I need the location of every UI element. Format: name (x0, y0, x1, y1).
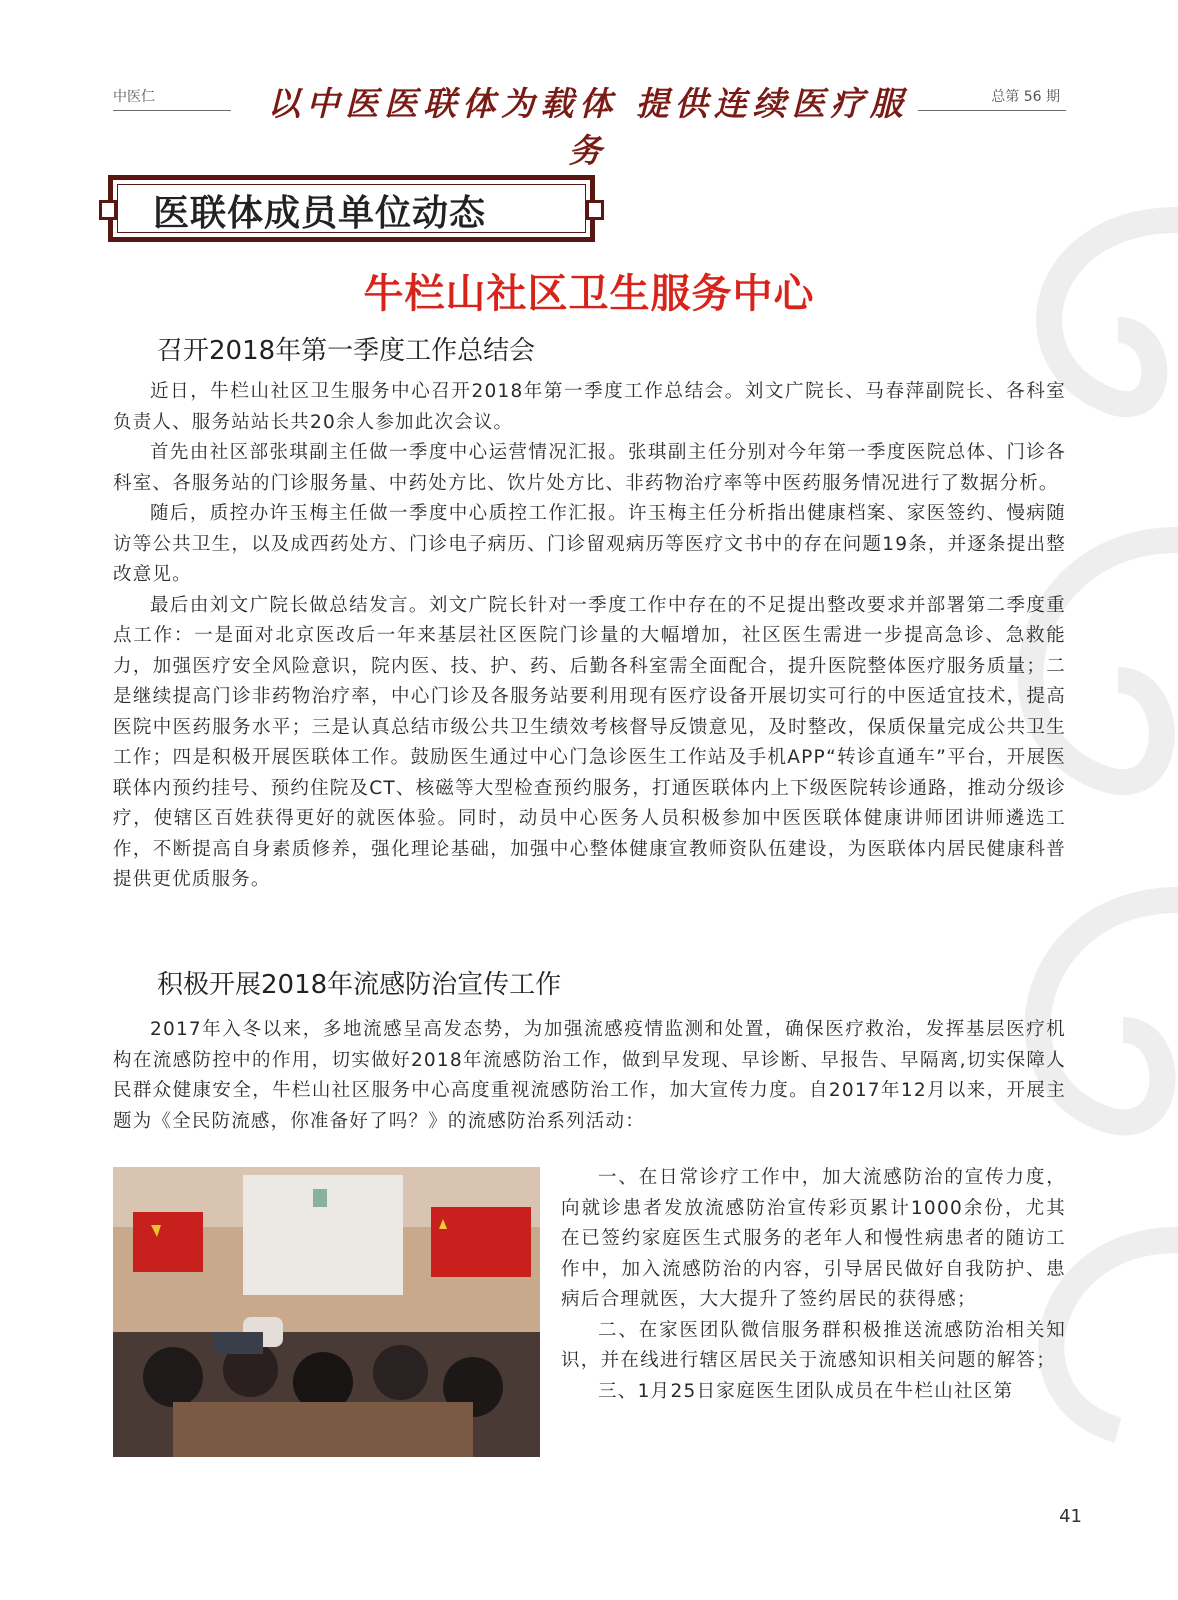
article1-paragraph: 首先由社区部张琪副主任做一季度中心运营情况汇报。张琪副主任分别对今年第一季度医院总体、门诊各科室、各服务站的门诊服务量、中药处方比、饮片处方比、非药物治疗率等中医药服务情况进行了数据分析。 (113, 442, 1066, 494)
section-banner (108, 175, 595, 242)
article1-paragraph: 最后由刘文广院长做总结发言。刘文广院长针对一季度工作中存在的不足提出整改要求并部署第二季度重点工作：一是面对北京医改后一年来基层社区医院门诊量的大幅增加，社区医生需进一步提高急诊、急救能力，加强医疗安全风险意识，院内医、技、护、药、后勤各科室需全面配合，提升医院整体医疗服务质量；二是继续提高门诊非药物治疗率，中心门诊及各服务站要利用现有医疗设备开展切实可行的中医适宜技术，提高医院中医药服务水平；三是认真总结市级公共卫生绩效考核督导反馈意见，及时整改，保质保量完成公共卫生工作；四是积极开展医联体工作。鼓励医生通过中心门急诊医生工作站及手机APP“转诊直通车”平台，开展医联体内预约挂号、预约住院及CT、核磁等大型检查预约服务，打通医联体内上下级医院转诊通路，推动分级诊疗，使辖区百姓获得更好的就医体验。同时，动员中心医务人员积极参加中医医联体健康讲师团讲师遴选工作，不断提高自身素质修养，强化理论基础，加强中心整体健康宣教师资队伍建设，为医联体内居民健康科普提供更优质服务。 (113, 594, 1066, 890)
article1-paragraph: 随后，质控办许玉梅主任做一季度中心质控工作汇报。许玉梅主任分析指出健康档案、家医签约、慢病随访等公共卫生，以及成西药处方、门诊电子病历、门诊留观病历等医疗文书中的存在问题19条，并逐条提出整改意见。 (113, 503, 1066, 585)
banner-ornament-left (99, 200, 117, 220)
article2-list-item: 一、在日常诊疗工作中，加大流感防治的宣传力度，向就诊患者发放流感防治宣传彩页累计1000余份，尤其在已签约家庭医生式服务的老年人和慢性病患者的随访工作中，加入流感防治的内容，引导居民做好自我防护、患病后合理就医，大大提升了签约居民的获得感； (561, 1167, 1066, 1310)
header-rule-right (918, 110, 1066, 111)
article2-title: 积极开展2018年流感防治宣传工作 (157, 970, 562, 1000)
header-slogan: 以中医医联体为载体 提供连续医疗服务 (267, 84, 909, 170)
article2-list-item: 三、1月25日家庭医生团队成员在牛栏山社区第 (598, 1380, 1014, 1402)
header-magazine-name: 中医仁 (113, 89, 155, 105)
header-rule-left (113, 110, 231, 111)
article1-paragraph: 近日，牛栏山社区卫生服务中心召开2018年第一季度工作总结会。刘文广院长、马春萍副院长、各科室负责人、服务站站长共20余人参加此次会议。 (113, 381, 1066, 433)
header-issue-number: 总第 56 期 (991, 89, 1060, 105)
page-number: 41 (1059, 1506, 1082, 1527)
article1-body (113, 377, 1066, 896)
organization-title: 牛栏山社区卫生服务中心 (363, 271, 815, 317)
article2-list-item: 二、在家医团队微信服务群积极推送流感防治相关知识，并在线进行辖区居民关于流感知识相关问题的解答； (561, 1319, 1066, 1371)
article2-intro-paragraph: 2017年入冬以来，多地流感呈高发态势，为加强流感疫情监测和处置，确保医疗救治，发挥基层医疗机构在流感防控中的作用，切实做好2018年流感防治工作，做到早发现、早诊断、早报告、早隔离,切实保障人民群众健康安全，牛栏山社区服务中心高度重视流感防治工作，加大宣传力度。自2017年12月以来，开展主题为《全民防流感，你准备好了吗？》的流感防治系列活动： (113, 1019, 1066, 1132)
article1-title: 召开2018年第一季度工作总结会 (157, 336, 536, 366)
article2-intro (113, 1015, 1066, 1137)
lecture-photo (113, 1167, 540, 1457)
banner-ornament-right (586, 200, 604, 220)
section-title: 医联体成员单位动态 (153, 193, 487, 234)
article2-list (561, 1163, 1066, 1407)
